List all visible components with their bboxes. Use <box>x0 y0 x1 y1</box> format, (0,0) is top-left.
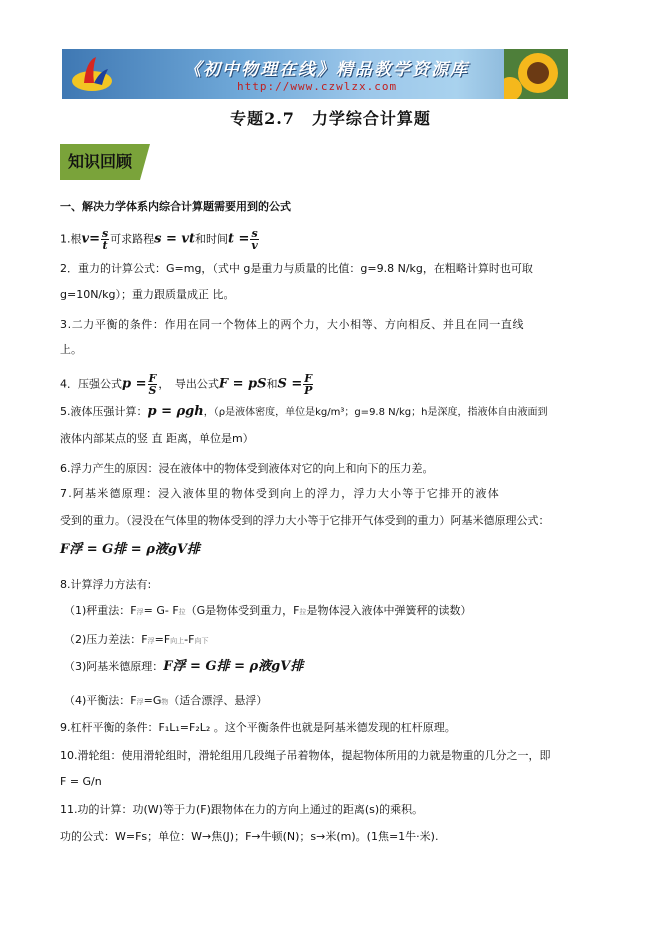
logo-icon <box>70 53 114 95</box>
item-10-line-1: 10.滑轮组：使用滑轮组时，滑轮组用几段绳子吊着物体，提起物体所用的力就是物重的几分之一，即 <box>60 749 551 762</box>
item-8-method-2: （2)压力差法：F浮=F向上-F向下 <box>64 633 209 646</box>
item-2-line-1: 2．重力的计算公式：G=mg，（式中 g是重力与质量的比值：g=9.8 N/kg，在粗略计算时也可取 <box>60 262 533 275</box>
header-banner <box>62 49 568 99</box>
item-3-line-1: 3.二力平衡的条件：作用在同一个物体上的两个力，大小相等、方向相反、并且在同一直线 <box>60 318 525 331</box>
item-8-method-1: （1)秤重法：F浮= G- F拉（G是物体受到重力，F拉是物体浸入液体中弹簧秤的读数） <box>64 604 472 617</box>
item-5-line-1: 5.液体压强计算：p = ρgh，（ρ是液体密度，单位是kg/m³；g=9.8 N/kg；h是深度，指液体自由液面到 <box>60 404 548 419</box>
item-8-method-3: （3)阿基米德原理：F浮 = G排 = ρ液gV排 <box>64 659 304 674</box>
page-title: 专题2.7 力学综合计算题 <box>230 109 431 128</box>
item-7-line-2: 受到的重力。（浸没在气体里的物体受到的浮力大小等于它排开气体受到的重力）阿基米德原理公式： <box>60 514 550 527</box>
item-9: 9.杠杆平衡的条件：F₁L₁=F₂L₂ 。这个平衡条件也就是阿基米德发现的杠杆原理。 <box>60 721 456 734</box>
banner-url: http://www.czwlzx.com <box>237 80 398 93</box>
item-3-line-2: 上。 <box>60 343 82 356</box>
item-11-line-1: 11.功的计算：功(W)等于力(F)跟物体在力的方向上通过的距离(s)的乘积。 <box>60 803 424 816</box>
section-heading: 一、解决力学体系内综合计算题需要用到的公式 <box>60 200 291 213</box>
item-8-method-4: （4)平衡法：F浮=G物（适合漂浮、悬浮） <box>64 694 268 707</box>
section-label: 知识回顾 <box>60 144 140 180</box>
item-7-formula: F浮 = G排 = ρ液gV排 <box>60 542 201 557</box>
item-7-line-1: 7.阿基米德原理：浸入液体里的物体受到向上的浮力，浮力大小等于它排开的液体 <box>60 487 500 500</box>
item-1: 1.根v= $\frac{s}{t}$ 可求路程s = vt和时间t = $\frac{s}{v}$ <box>60 227 258 252</box>
item-4: 4．压强公式p = $\frac{F}{S}$ ， 导出公式F = pS和S = $\frac{F}{P}$ <box>60 372 313 397</box>
sunflower-icon <box>504 49 568 99</box>
item-11-line-2: 功的公式：W=Fs；单位：W→焦(J)；F→牛顿(N)；s→米(m)。(1焦=1牛·米). <box>60 830 439 843</box>
item-8-head: 8.计算浮力方法有: <box>60 578 152 591</box>
banner-title: 《初中物理在线》精品教学资源库 <box>184 60 469 80</box>
item-2-line-2: g=10N/kg）；重力跟质量成正 比。 <box>60 288 235 301</box>
item-6: 6.浮力产生的原因：浸在液体中的物体受到液体对它的向上和向下的压力差。 <box>60 462 434 475</box>
item-5-line-2: 液体内部某点的竖 直 距离，单位是m） <box>60 432 254 445</box>
item-10-line-2: F = G/n <box>60 775 102 788</box>
